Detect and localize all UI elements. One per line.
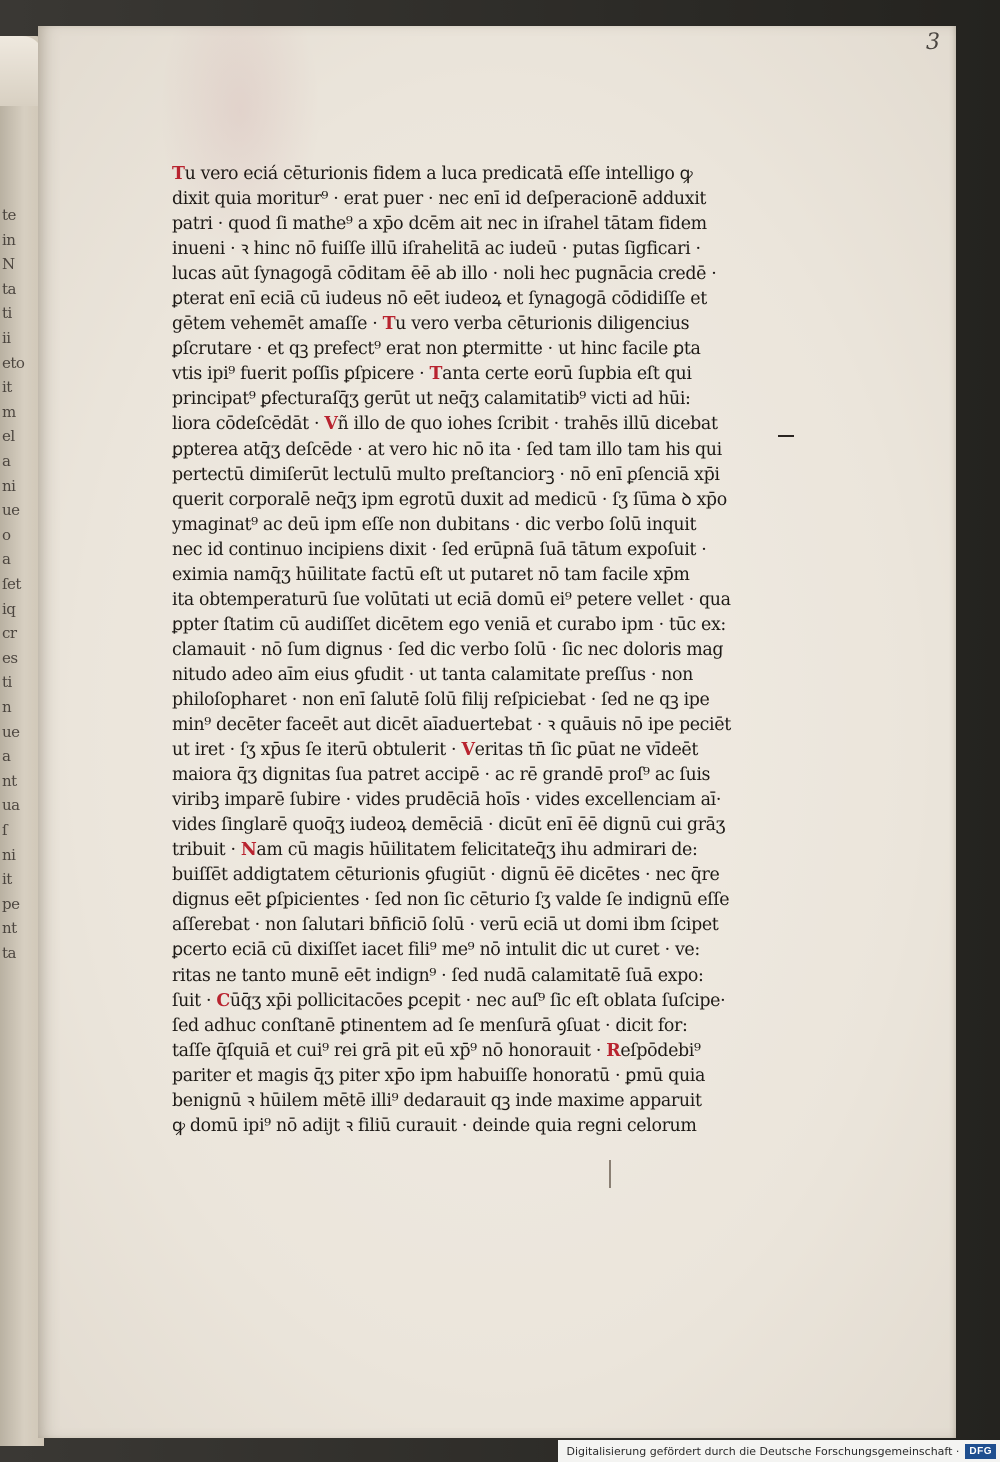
adjacent-page-fragment: N xyxy=(2,255,15,274)
line-text: ꝑterat enī eciā cū iudeus nō eēt iudeoꝝ et ſynagogā cōdidiſſe et xyxy=(172,289,707,310)
text-column xyxy=(172,162,772,1139)
adjacent-page-fragment: a xyxy=(2,747,11,766)
adjacent-page-fragment: nt xyxy=(2,919,17,938)
text-line xyxy=(172,438,772,463)
line-text: eſpōdebi⁹ xyxy=(620,1040,701,1061)
text-line xyxy=(172,1114,772,1139)
text-line xyxy=(172,989,772,1014)
adjacent-page-fragment: pe xyxy=(2,894,20,913)
text-line xyxy=(172,688,772,713)
rubricated-initial: N xyxy=(240,840,257,861)
adjacent-page-fragment: te xyxy=(2,206,16,224)
rubricated-initial: T xyxy=(382,314,396,335)
credit-text: Digitalisierung gefördert durch die Deutsche Forschungsgemeinschaft · xyxy=(566,1444,960,1458)
line-text: min⁹ decēter faceēt aut dicēt aīaduertebat · ꝛ quāuis nō ipe peciēt xyxy=(172,715,731,736)
text-line xyxy=(172,964,772,989)
line-text: taſſe q̄ſquiā et cui⁹ rei grā pit eū xp̄⁹ nō honorauit · xyxy=(172,1040,602,1061)
line-text: lucas aūt ſynagogā cōditam ēē ab illo · noli hec pugnācia credē · xyxy=(172,264,717,285)
adjacent-page-fragment: a xyxy=(2,452,11,470)
text-line xyxy=(172,663,772,688)
line-text: viribꝫ imparē ſubire · vides prudēciā hoīs · vides excellenciam aī· xyxy=(172,790,721,811)
dfg-logo: DFG xyxy=(965,1444,996,1459)
line-text: philoſopharet · non enī ſalutē ſolū filij reſpiciebat · ſed ne qꝫ ipe xyxy=(172,689,710,710)
line-text: principat⁹ ꝑfecturaſq̄ʒ gerūt ut neq̄ʒ calamitatib⁹ victi ad hūi: xyxy=(172,389,691,410)
line-text: ꝑcerto eciā cū dixiſſet iacet fili⁹ me⁹ nō intulit dic ut curet · ve: xyxy=(172,940,700,961)
marginal-stroke xyxy=(778,435,794,437)
adjacent-page-fragment: cr xyxy=(2,624,17,643)
text-line xyxy=(172,863,772,888)
text-line xyxy=(172,938,772,963)
line-text: buiſſēt addigtatem cēturionis ꝯfugiūt · dignū ēē dicētes · nec q̄re xyxy=(172,865,720,886)
adjacent-page-fragment: a xyxy=(2,550,11,569)
text-line xyxy=(172,763,772,788)
text-line xyxy=(172,387,772,412)
adjacent-page-fragment: m xyxy=(2,402,16,421)
rubricated-initial: C xyxy=(216,990,230,1011)
line-text: dignus eēt ꝑſpicientes · ſed non ſic cēturio ſʒ valde ſe indignū eſſe xyxy=(172,890,730,911)
text-line xyxy=(172,287,772,312)
line-text: nitudo adeo aīm eius ꝯfudit · ut tanta calamitate preſſus · non xyxy=(172,664,693,685)
text-line xyxy=(172,312,772,337)
line-text: ſuit · xyxy=(172,990,212,1011)
text-line xyxy=(172,488,772,513)
adjacent-page-fragment: nt xyxy=(2,771,17,790)
line-text: anta certe eorū ſupbia eſt qui xyxy=(442,364,692,385)
line-text: dixit quia moritur⁹ · erat puer · nec enī id deſperacionē̄ adduxit xyxy=(172,189,707,210)
adjacent-page-fragment: eto xyxy=(2,353,25,372)
rubricated-initial: T xyxy=(172,164,185,184)
text-line xyxy=(172,713,772,738)
line-text: tribuit · xyxy=(172,840,236,861)
line-text: u vero eciá cēturionis fidem a luca predicatā eſſe intelligo ꝙ xyxy=(184,164,693,184)
line-text: vtis ipi⁹ fuerit poſſis ꝑſpicere · xyxy=(172,364,425,385)
adjacent-page-fragment: ii xyxy=(2,329,11,347)
line-text: ꝑpter ſtatim cū audiſſet dicētem ego veniā et curabo ipm · tūc ex: xyxy=(172,614,726,635)
digitization-credit xyxy=(558,1440,1000,1462)
line-text: ꝑſcrutare · et qꝫ prefect⁹ erat non ꝑtermitte · ut hinc facile ꝑta xyxy=(172,339,701,360)
adjacent-page-fragment: o xyxy=(2,525,11,544)
text-line xyxy=(172,563,772,588)
line-text: eximia namq̄ʒ hūilitate factū eſt ut putaret nō tam facile xp̄m xyxy=(172,564,690,585)
text-line xyxy=(172,613,772,638)
line-text: ñ illo de quo iohes ſcribit · trahēs illū dicebat xyxy=(337,414,718,435)
text-line xyxy=(172,913,772,938)
line-text: am cū magis hūilitatem felicitateq̄ʒ ihu admirari de: xyxy=(256,840,698,861)
adjacent-page-fragment: ſ xyxy=(2,821,8,839)
adjacent-page-fragment: es xyxy=(2,648,18,667)
text-line xyxy=(172,1064,772,1089)
rubricated-initial: R xyxy=(606,1040,621,1061)
line-text: ſed adhuc conſtanē ꝑtinentem ad ſe menſurā ꝯſuat · dicit for: xyxy=(172,1015,688,1036)
line-text: eritas tn̄ ſic ꝑūat ne vīdeēt xyxy=(474,740,698,761)
adjacent-page-fragment: ta xyxy=(2,944,16,962)
adjacent-page-fragment: iq xyxy=(2,599,16,618)
text-line xyxy=(172,463,772,488)
adjacent-page-fragment: ſet xyxy=(2,575,21,593)
line-text: querit corporalē neq̄ʒ ipm egrotū duxit ad medicū · ſʒ ſūma ꝺ xp̄o xyxy=(172,489,727,510)
adjacent-page-fragment: ni xyxy=(2,476,16,495)
adjacent-page-fragment: ue xyxy=(2,722,20,741)
text-line xyxy=(172,237,772,262)
adjacent-page-fragment: it xyxy=(2,870,12,889)
adjacent-page-fragment: ua xyxy=(2,796,20,815)
foliation-number: 3 xyxy=(926,30,940,55)
line-text: u vero verba cēturionis diligencius xyxy=(395,314,690,335)
text-line xyxy=(172,262,772,287)
line-text: ita obtemperaturū ſue volūtati ut eciā domū ei⁹ petere vellet · qua xyxy=(172,589,731,610)
text-line xyxy=(172,162,772,187)
text-line xyxy=(172,1039,772,1064)
rubricated-initial: V xyxy=(324,414,338,435)
adjacent-page-fragment: it xyxy=(2,378,12,397)
line-text: inueni · ꝛ hinc nō fuiſſe illū iſrahelitā ac iudeū · putas ſigficari · xyxy=(172,239,701,260)
line-text: patri · quod ſi mathe⁹ a xp̄o dcēm ait nec in iſrahel tātam fidem xyxy=(172,214,707,235)
text-line xyxy=(172,187,772,212)
rubricated-initial: T xyxy=(429,364,443,385)
line-text: ꝑpterea atq̄ʒ deſcēde · at vero hic nō ita · ſed tam illo tam his qui xyxy=(172,439,722,460)
line-text: aſſerebat · non ſalutari bn̄ficiō ſolū · verū eciā ut domi ibm ſcipet xyxy=(172,915,719,936)
text-line xyxy=(172,337,772,362)
paper-crease xyxy=(609,1160,611,1188)
text-line xyxy=(172,838,772,863)
text-line xyxy=(172,412,772,437)
text-line xyxy=(172,513,772,538)
adjacent-page-fragment: in xyxy=(2,230,16,249)
line-text: ūq̄ʒ xp̄i pollicitacōes ꝑcepit · nec auſ⁹ ſic eſt oblata ſuſcipe· xyxy=(229,990,726,1011)
text-line xyxy=(172,813,772,838)
text-line xyxy=(172,362,772,387)
adjacent-page-fragment: n xyxy=(2,698,12,716)
text-line xyxy=(172,638,772,663)
adjacent-page-fragment: ta xyxy=(2,279,16,298)
adjacent-page-fragment: ni xyxy=(2,845,16,864)
adjacent-page-fragment: ti xyxy=(2,304,12,323)
rubricated-initial: V xyxy=(461,740,475,761)
line-text: gētem vehemēt amaſſe · xyxy=(172,314,378,335)
text-line xyxy=(172,738,772,763)
adjacent-page-fragment: ue xyxy=(2,501,20,520)
line-text: ꝙ domū ipi⁹ nō adijt ꝛ filiū curauit · deinde quia regni celorum xyxy=(172,1115,697,1136)
text-line xyxy=(172,588,772,613)
text-line xyxy=(172,788,772,813)
line-text: pertectū dimiſerūt lectulū multo preſtanciorꝫ · nō enī ꝑſenciā xp̄i xyxy=(172,464,720,485)
line-text: benignū ꝛ hūilem mētē illi⁹ dedarauit qꝫ inde maxime apparuit xyxy=(172,1090,702,1111)
adjacent-page-fragment: el xyxy=(2,427,15,446)
line-text: nec id continuo incipiens dixit · ſed erūpnā ſuā tātum expoſuit · xyxy=(172,539,707,560)
adjacent-page-fragment: ti xyxy=(2,673,12,692)
line-text: ritas ne tanto munē eēt indign⁹ · ſed nudā calamitatē ſuā expo: xyxy=(172,965,704,986)
text-line xyxy=(172,888,772,913)
line-text: clamauit · nō ſum dignus · ſed dic verbo ſolū · ſic nec doloris mag xyxy=(172,639,724,660)
book-page xyxy=(38,26,956,1438)
line-text: liora cōdeſcēdāt · xyxy=(172,414,320,435)
text-line xyxy=(172,538,772,563)
text-line xyxy=(172,1089,772,1114)
line-text: maiora q̄ʒ dignitas ſua patret accipē · ac rē grandē proſ⁹ ac ſuis xyxy=(172,765,711,786)
line-text: ut iret · ſʒ xp̄us ſe iterū obtulerit · xyxy=(172,740,457,761)
text-line xyxy=(172,1014,772,1039)
text-line xyxy=(172,212,772,237)
line-text: pariter et magis q̄ʒ piter xp̄o ipm habuiſſe honoratū · ꝑmū quia xyxy=(172,1065,706,1086)
line-text: vides ſinglarē quoq̄ʒ iudeoꝝ demēciā · dicūt enī ēē dignū cui grāʒ xyxy=(172,815,726,836)
line-text: ymaginat⁹ ac deū ipm eſſe non dubitans · dic verbo ſolū inquit xyxy=(172,514,697,535)
